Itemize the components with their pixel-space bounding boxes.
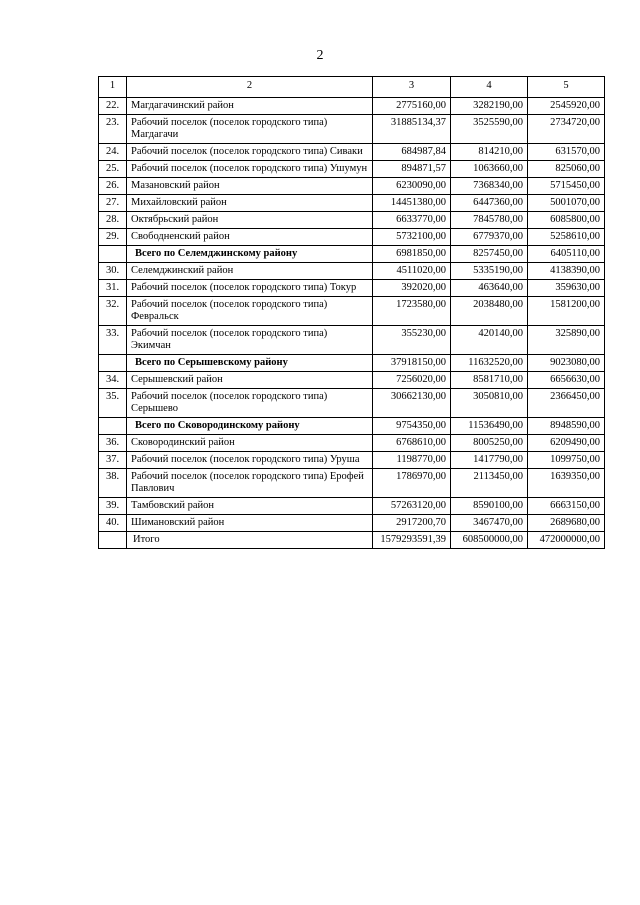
value-col5-cell: 5258610,00 — [528, 229, 605, 246]
value-col4-cell: 3467470,00 — [451, 515, 528, 532]
row-number-cell: 23. — [99, 115, 127, 144]
territory-name-cell: Рабочий поселок (поселок городского типа) Сиваки — [127, 144, 373, 161]
page-number: 2 — [316, 48, 324, 63]
value-col5-cell: 5715450,00 — [528, 178, 605, 195]
value-col3-cell: 1579293591,39 — [373, 532, 451, 549]
value-col5-cell: 631570,00 — [528, 144, 605, 161]
value-col3-cell: 5732100,00 — [373, 229, 451, 246]
value-col5-cell: 6085800,00 — [528, 212, 605, 229]
row-number-cell: 40. — [99, 515, 127, 532]
value-col4-cell: 7845780,00 — [451, 212, 528, 229]
value-col4-cell: 814210,00 — [451, 144, 528, 161]
value-col3-cell: 392020,00 — [373, 280, 451, 297]
table-row — [99, 372, 605, 389]
territory-name-cell: Рабочий поселок (поселок городского типа) Токур — [127, 280, 373, 297]
column-header-2: 2 — [127, 77, 373, 98]
territory-name-cell: Мазановский район — [127, 178, 373, 195]
table-row — [99, 326, 605, 355]
row-number-cell — [99, 355, 127, 372]
row-number-cell: 32. — [99, 297, 127, 326]
value-col3-cell: 1723580,00 — [373, 297, 451, 326]
column-header-1: 1 — [99, 77, 127, 98]
value-col4-cell: 11632520,00 — [451, 355, 528, 372]
value-col5-cell: 6405110,00 — [528, 246, 605, 263]
value-col3-cell: 6768610,00 — [373, 435, 451, 452]
value-col3-cell: 7256020,00 — [373, 372, 451, 389]
row-number-cell: 27. — [99, 195, 127, 212]
value-col4-cell: 420140,00 — [451, 326, 528, 355]
value-col4-cell: 6447360,00 — [451, 195, 528, 212]
value-col5-cell: 5001070,00 — [528, 195, 605, 212]
value-col3-cell: 2917200,70 — [373, 515, 451, 532]
value-col5-cell: 2734720,00 — [528, 115, 605, 144]
value-col4-cell: 8581710,00 — [451, 372, 528, 389]
territory-name-cell: Рабочий поселок (поселок городского типа) Экимчан — [127, 326, 373, 355]
table-row — [99, 498, 605, 515]
subtotal-row — [99, 246, 605, 263]
value-col3-cell: 14451380,00 — [373, 195, 451, 212]
value-col3-cell: 355230,00 — [373, 326, 451, 355]
value-col3-cell: 37918150,00 — [373, 355, 451, 372]
value-col3-cell: 6981850,00 — [373, 246, 451, 263]
row-number-cell: 28. — [99, 212, 127, 229]
row-number-cell: 36. — [99, 435, 127, 452]
table-row — [99, 212, 605, 229]
value-col4-cell: 7368340,00 — [451, 178, 528, 195]
value-col3-cell: 1198770,00 — [373, 452, 451, 469]
table-row — [99, 144, 605, 161]
table-row — [99, 195, 605, 212]
territory-name-cell: Рабочий поселок (поселок городского типа) Ерофей Павлович — [127, 469, 373, 498]
grand-total-row — [99, 532, 605, 549]
value-col4-cell: 2038480,00 — [451, 297, 528, 326]
table-row — [99, 452, 605, 469]
value-col5-cell: 2689680,00 — [528, 515, 605, 532]
territory-name-cell: Рабочий поселок (поселок городского типа) Уруша — [127, 452, 373, 469]
value-col4-cell: 608500000,00 — [451, 532, 528, 549]
value-col5-cell: 6663150,00 — [528, 498, 605, 515]
row-number-cell: 30. — [99, 263, 127, 280]
territory-name-cell: Серышевский район — [127, 372, 373, 389]
value-col3-cell: 1786970,00 — [373, 469, 451, 498]
value-col4-cell: 5335190,00 — [451, 263, 528, 280]
row-number-cell — [99, 532, 127, 549]
row-number-cell: 31. — [99, 280, 127, 297]
value-col3-cell: 6230090,00 — [373, 178, 451, 195]
value-col3-cell: 6633770,00 — [373, 212, 451, 229]
value-col5-cell: 1639350,00 — [528, 469, 605, 498]
territory-name-cell: Всего по Селемджинскому району — [127, 246, 373, 263]
row-number-cell: 37. — [99, 452, 127, 469]
row-number-cell: 25. — [99, 161, 127, 178]
territory-name-cell: Рабочий поселок (поселок городского типа) Серышево — [127, 389, 373, 418]
value-col4-cell: 2113450,00 — [451, 469, 528, 498]
value-col4-cell: 8005250,00 — [451, 435, 528, 452]
table-header-row — [99, 77, 605, 98]
table-row — [99, 435, 605, 452]
subtotal-row — [99, 355, 605, 372]
value-col3-cell: 4511020,00 — [373, 263, 451, 280]
territory-name-cell: Октябрьский район — [127, 212, 373, 229]
row-number-cell: 29. — [99, 229, 127, 246]
territory-name-cell: Тамбовский район — [127, 498, 373, 515]
value-col3-cell: 894871,57 — [373, 161, 451, 178]
table-row — [99, 229, 605, 246]
value-col3-cell: 30662130,00 — [373, 389, 451, 418]
row-number-cell: 33. — [99, 326, 127, 355]
value-col4-cell: 1417790,00 — [451, 452, 528, 469]
value-col4-cell: 8257450,00 — [451, 246, 528, 263]
row-number-cell: 22. — [99, 98, 127, 115]
table-row — [99, 280, 605, 297]
row-number-cell: 38. — [99, 469, 127, 498]
value-col3-cell: 9754350,00 — [373, 418, 451, 435]
territory-name-cell: Рабочий поселок (поселок городского типа) Ушумун — [127, 161, 373, 178]
value-col4-cell: 1063660,00 — [451, 161, 528, 178]
value-col5-cell: 325890,00 — [528, 326, 605, 355]
value-col3-cell: 57263120,00 — [373, 498, 451, 515]
territory-name-cell: Шимановский район — [127, 515, 373, 532]
value-col3-cell: 684987,84 — [373, 144, 451, 161]
value-col5-cell: 825060,00 — [528, 161, 605, 178]
value-col5-cell: 1099750,00 — [528, 452, 605, 469]
value-col5-cell: 8948590,00 — [528, 418, 605, 435]
value-col5-cell: 359630,00 — [528, 280, 605, 297]
row-number-cell: 24. — [99, 144, 127, 161]
value-col5-cell: 6656630,00 — [528, 372, 605, 389]
column-header-4: 4 — [451, 77, 528, 98]
value-col3-cell: 2775160,00 — [373, 98, 451, 115]
table-row — [99, 178, 605, 195]
territory-name-cell: Михайловский район — [127, 195, 373, 212]
value-col5-cell: 1581200,00 — [528, 297, 605, 326]
value-col5-cell: 2366450,00 — [528, 389, 605, 418]
table-row — [99, 469, 605, 498]
row-number-cell: 35. — [99, 389, 127, 418]
value-col5-cell: 9023080,00 — [528, 355, 605, 372]
value-col4-cell: 8590100,00 — [451, 498, 528, 515]
value-col4-cell: 6779370,00 — [451, 229, 528, 246]
territory-name-cell: Сковородинский район — [127, 435, 373, 452]
table-row — [99, 263, 605, 280]
value-col4-cell: 463640,00 — [451, 280, 528, 297]
table-row — [99, 297, 605, 326]
table-row — [99, 115, 605, 144]
row-number-cell: 34. — [99, 372, 127, 389]
row-number-cell — [99, 246, 127, 263]
territory-name-cell: Магдагачинский район — [127, 98, 373, 115]
territory-name-cell: Всего по Серышевскому району — [127, 355, 373, 372]
territory-name-cell: Рабочий поселок (поселок городского типа) Февральск — [127, 297, 373, 326]
table-row — [99, 98, 605, 115]
value-col5-cell: 4138390,00 — [528, 263, 605, 280]
column-header-3: 3 — [373, 77, 451, 98]
value-col3-cell: 31885134,37 — [373, 115, 451, 144]
territory-name-cell: Рабочий поселок (поселок городского типа) Магдагачи — [127, 115, 373, 144]
table-row — [99, 515, 605, 532]
value-col5-cell: 472000000,00 — [528, 532, 605, 549]
territory-name-cell: Всего по Сковородинскому району — [127, 418, 373, 435]
value-col5-cell: 2545920,00 — [528, 98, 605, 115]
value-col4-cell: 3282190,00 — [451, 98, 528, 115]
territory-name-cell: Свободненский район — [127, 229, 373, 246]
value-col5-cell: 6209490,00 — [528, 435, 605, 452]
row-number-cell: 26. — [99, 178, 127, 195]
table-row — [99, 161, 605, 178]
table-body — [99, 77, 605, 549]
table-row — [99, 389, 605, 418]
row-number-cell — [99, 418, 127, 435]
value-col4-cell: 11536490,00 — [451, 418, 528, 435]
value-col4-cell: 3050810,00 — [451, 389, 528, 418]
territory-name-cell: Селемджинский район — [127, 263, 373, 280]
column-header-5: 5 — [528, 77, 605, 98]
value-col4-cell: 3525590,00 — [451, 115, 528, 144]
subtotal-row — [99, 418, 605, 435]
row-number-cell: 39. — [99, 498, 127, 515]
allocation-table — [98, 76, 605, 549]
territory-name-cell: Итого — [127, 532, 373, 549]
